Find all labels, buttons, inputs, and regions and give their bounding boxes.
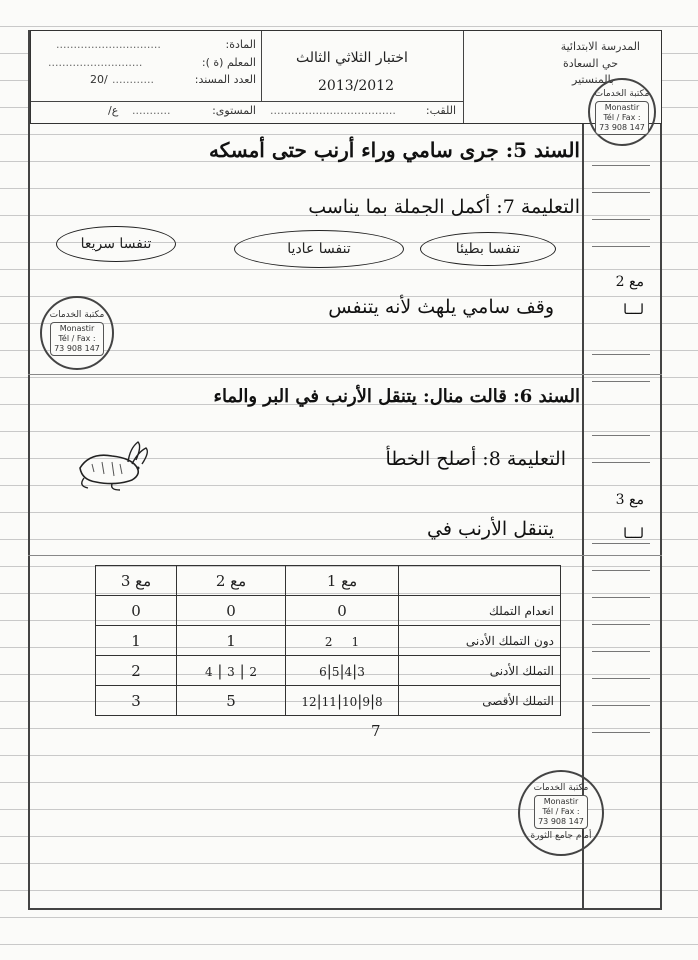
left-border bbox=[28, 30, 30, 908]
answer-marker: لـــا bbox=[623, 302, 644, 318]
section5-instruction: التعليمة 7: أكمل الجملة بما يناسب bbox=[308, 196, 580, 218]
header-c2: مع 2 bbox=[177, 566, 286, 596]
school-city: بالمنستير bbox=[572, 73, 614, 86]
option-oval: تنفسا بطيئا bbox=[420, 232, 556, 266]
margin-line bbox=[592, 678, 650, 679]
rabbit-drawing bbox=[72, 438, 154, 492]
margin-line bbox=[592, 543, 650, 544]
cell: 0 bbox=[96, 596, 177, 626]
surname-dots: .................................... bbox=[270, 104, 396, 117]
row-label: دون التملك الأدنى bbox=[399, 626, 561, 656]
exam-title: اختبار الثلاثي الثالث bbox=[296, 50, 408, 66]
margin-line bbox=[592, 570, 650, 571]
cell: 5 bbox=[177, 686, 286, 716]
section6-instruction: التعليمة 8: أصلح الخطأ bbox=[385, 448, 566, 470]
row-label: انعدام التملك bbox=[399, 596, 561, 626]
margin-line bbox=[592, 435, 650, 436]
surname-label: اللقب: bbox=[425, 104, 456, 117]
table-row bbox=[96, 626, 561, 656]
margin-line bbox=[592, 246, 650, 247]
score-dots: ............ bbox=[112, 73, 154, 86]
margin-line bbox=[592, 354, 650, 355]
level-dots: ........... bbox=[132, 104, 171, 117]
level-value: ع/ bbox=[108, 104, 119, 117]
cell: 0 bbox=[177, 596, 286, 626]
section5-answer: وقف سامي يلهث لأنه يتنفس bbox=[328, 296, 554, 318]
cell: 3 bbox=[96, 686, 177, 716]
section6-answer: يتنقل الأرنب في bbox=[427, 518, 554, 540]
criterion-2: مع 2 bbox=[615, 274, 644, 290]
library-stamp: مكتبة الخدمات Monastir Tél / Fax : 73 908 147 bbox=[40, 296, 114, 370]
library-stamp: مكتبة الخدمات Monastir Tél / Fax : 73 908 147 أمام جامع الثورة bbox=[518, 770, 604, 856]
section-separator bbox=[28, 555, 662, 556]
table-header-row bbox=[96, 566, 561, 596]
cell: 4 | 3 | 2 bbox=[177, 656, 286, 686]
margin-line bbox=[592, 705, 650, 706]
cell: 1 bbox=[177, 626, 286, 656]
teacher-label: المعلم (ة ): bbox=[201, 56, 256, 69]
margin-line bbox=[592, 165, 650, 166]
margin-line bbox=[592, 219, 650, 220]
subject-dots: .............................. bbox=[56, 38, 161, 51]
school-district: حي السعادة bbox=[562, 57, 618, 70]
header-divider bbox=[463, 31, 464, 123]
criterion-header bbox=[399, 566, 561, 596]
right-border bbox=[660, 30, 662, 908]
score-value: 20/ bbox=[90, 73, 108, 86]
margin-line bbox=[592, 651, 650, 652]
header-c1: مع 1 bbox=[286, 566, 399, 596]
cell: 2 bbox=[96, 656, 177, 686]
header-divider bbox=[31, 101, 463, 102]
cell: 6|5|4|3 bbox=[286, 656, 399, 686]
level-label: المستوى: bbox=[212, 104, 256, 117]
section-separator bbox=[28, 374, 662, 375]
header-divider bbox=[261, 31, 262, 101]
cell: 12|11|10|9|8 bbox=[286, 686, 399, 716]
exam-year: 2013/2012 bbox=[318, 78, 394, 94]
cell: 0 bbox=[286, 596, 399, 626]
table-row bbox=[96, 686, 561, 716]
teacher-dots: ........................... bbox=[48, 56, 143, 69]
margin-line bbox=[592, 624, 650, 625]
option-oval: تنفسا سريعا bbox=[56, 226, 176, 262]
cell: 2 1 bbox=[286, 626, 399, 656]
school-name: المدرسة الابتدائية bbox=[560, 40, 640, 53]
criterion-3: مع 3 bbox=[615, 492, 644, 508]
answer-marker: لـــا bbox=[623, 526, 644, 542]
grading-table bbox=[95, 565, 561, 745]
header-c3: مع 3 bbox=[96, 566, 177, 596]
margin-line bbox=[592, 381, 650, 382]
table-row bbox=[96, 656, 561, 686]
row-label: التملك الأقصى bbox=[399, 686, 561, 716]
row-label: التملك الأدنى bbox=[399, 656, 561, 686]
option-oval: تنفسا عاديا bbox=[234, 230, 404, 268]
extra-mark: 7 bbox=[370, 721, 381, 740]
library-stamp: مكتبة الخدمات Monastir Tél / Fax : 73 908 147 bbox=[588, 78, 656, 146]
margin-line bbox=[592, 597, 650, 598]
section6-prompt: السند 6: قالت منال: يتنقل الأرنب في البر والماء bbox=[213, 386, 580, 407]
margin-line bbox=[592, 732, 650, 733]
table-row bbox=[96, 596, 561, 626]
bottom-border bbox=[28, 908, 662, 910]
section5-prompt: السند 5: جرى سامي وراء أرنب حتى أمسكه bbox=[208, 138, 580, 162]
margin-line bbox=[592, 462, 650, 463]
margin-line bbox=[592, 192, 650, 193]
table-row-extra bbox=[96, 716, 561, 746]
score-label: العدد المسند: bbox=[194, 73, 256, 86]
subject-label: المادة: bbox=[225, 38, 256, 51]
cell: 1 bbox=[96, 626, 177, 656]
